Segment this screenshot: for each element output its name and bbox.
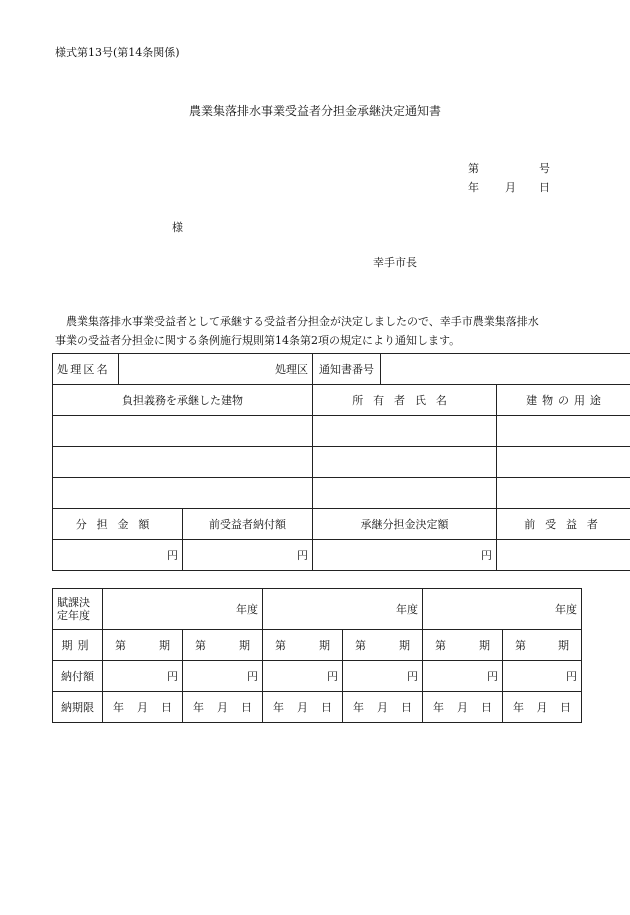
due-year: 年 — [513, 701, 524, 714]
period-suffix: 期 — [159, 639, 170, 652]
fiscal-year-cell[interactable] — [103, 589, 263, 630]
due-date-cell[interactable] — [503, 692, 582, 723]
period-label: 期別 — [53, 630, 103, 661]
yen-unit: 円 — [566, 670, 577, 683]
yen-unit: 円 — [487, 670, 498, 683]
due-month: 月 — [377, 701, 388, 714]
period-cell[interactable] — [503, 630, 582, 661]
decided-amount-cell[interactable] — [313, 540, 497, 571]
due-date-label: 納期限 — [53, 692, 103, 723]
period-suffix: 期 — [319, 639, 330, 652]
notice-number-prefix: 第 — [468, 162, 479, 175]
due-day: 日 — [241, 701, 252, 714]
period-cell[interactable] — [183, 630, 263, 661]
district-name-cell[interactable] — [119, 354, 313, 385]
due-day: 日 — [481, 701, 492, 714]
due-month: 月 — [217, 701, 228, 714]
form-number: 様式第13号(第14条関係) — [55, 46, 180, 59]
payment-amount-cell[interactable] — [423, 661, 503, 692]
fiscal-year-unit: 年度 — [236, 603, 258, 616]
notice-number-suffix: 号 — [539, 162, 550, 175]
body-line: 農業集落排水事業受益者として承継する受益者分担金が決定しましたので、幸手市農業集落排水 — [55, 315, 539, 328]
yen-unit: 円 — [247, 670, 258, 683]
fiscal-year-unit: 年度 — [555, 603, 577, 616]
share-amount-header: 分担金額 — [53, 509, 183, 540]
document-title: 農業集落排水事業受益者分担金承継決定通知書 — [188, 104, 441, 118]
payment-amount-cell[interactable] — [263, 661, 343, 692]
payment-amount-cell[interactable] — [343, 661, 423, 692]
yen-unit: 円 — [167, 549, 178, 562]
period-prefix: 第 — [355, 639, 366, 652]
due-year: 年 — [273, 701, 284, 714]
assessment-year-label: 賦課決定年度 — [53, 589, 103, 630]
fiscal-year-unit: 年度 — [396, 603, 418, 616]
usage-cell[interactable] — [497, 447, 630, 478]
due-day: 日 — [321, 701, 332, 714]
period-suffix: 期 — [558, 639, 569, 652]
due-date-cell[interactable] — [183, 692, 263, 723]
period-suffix: 期 — [479, 639, 490, 652]
period-cell[interactable] — [423, 630, 503, 661]
table-row — [53, 478, 630, 509]
owner-header: 所有者氏名 — [313, 385, 497, 416]
due-day: 日 — [401, 701, 412, 714]
period-suffix: 期 — [399, 639, 410, 652]
due-month: 月 — [536, 701, 548, 714]
date-year-label: 年 — [468, 181, 479, 194]
yen-unit: 円 — [481, 549, 492, 562]
yen-unit: 円 — [327, 670, 338, 683]
due-date-cell[interactable] — [263, 692, 343, 723]
prev-beneficiary-cell[interactable] — [497, 540, 630, 571]
notice-number-label: 通知書番号 — [313, 354, 381, 385]
yen-unit: 円 — [407, 670, 418, 683]
period-prefix: 第 — [195, 639, 206, 652]
owner-cell[interactable] — [313, 447, 497, 478]
district-name-label: 処理区名 — [53, 354, 119, 385]
period-prefix: 第 — [115, 639, 126, 652]
period-cell[interactable] — [103, 630, 183, 661]
body-line: 事業の受益者分担金に関する条例施行規則第14条第2項の規定により通知します。 — [55, 334, 461, 347]
building-header: 負担義務を承継した建物 — [53, 385, 313, 416]
notice-number-cell[interactable] — [381, 354, 630, 385]
due-date-cell[interactable] — [423, 692, 503, 723]
notice-body — [55, 312, 583, 350]
yen-unit: 円 — [167, 670, 178, 683]
building-cell[interactable] — [53, 478, 313, 509]
decided-amount-header: 承継分担金決定額 — [313, 509, 497, 540]
yen-unit: 円 — [297, 549, 308, 562]
district-suffix: 処理区 — [275, 363, 308, 376]
building-cell[interactable] — [53, 447, 313, 478]
owner-cell[interactable] — [313, 478, 497, 509]
due-day: 日 — [161, 701, 172, 714]
table-row — [53, 416, 630, 447]
payment-schedule-table — [52, 588, 582, 723]
due-month: 月 — [297, 701, 308, 714]
payment-amount-label: 納付額 — [53, 661, 103, 692]
due-year: 年 — [193, 701, 204, 714]
usage-cell[interactable] — [497, 478, 630, 509]
prev-beneficiary-header: 前受益者 — [497, 509, 630, 540]
payment-amount-cell[interactable] — [103, 661, 183, 692]
prev-paid-cell[interactable] — [183, 540, 313, 571]
due-day: 日 — [560, 701, 571, 714]
table-row — [53, 447, 630, 478]
fiscal-year-cell[interactable] — [423, 589, 582, 630]
payment-amount-cell[interactable] — [503, 661, 582, 692]
addressee-honorific: 様 — [172, 221, 183, 234]
due-date-cell[interactable] — [343, 692, 423, 723]
payment-amount-cell[interactable] — [183, 661, 263, 692]
due-year: 年 — [353, 701, 364, 714]
date-month-label: 月 — [505, 181, 516, 194]
share-amount-cell[interactable] — [53, 540, 183, 571]
due-year: 年 — [113, 701, 124, 714]
fiscal-year-cell[interactable] — [263, 589, 423, 630]
date-day-label: 日 — [539, 181, 550, 194]
issuer-name: 幸手市長 — [373, 256, 417, 269]
due-date-cell[interactable] — [103, 692, 183, 723]
due-year: 年 — [433, 701, 444, 714]
period-prefix: 第 — [435, 639, 446, 652]
usage-header: 建物の用途 — [497, 385, 630, 416]
due-month: 月 — [137, 701, 148, 714]
period-suffix: 期 — [239, 639, 250, 652]
due-month: 月 — [457, 701, 468, 714]
building-info-table — [52, 353, 630, 571]
period-prefix: 第 — [515, 639, 526, 652]
period-cell[interactable] — [263, 630, 343, 661]
owner-cell[interactable] — [313, 416, 497, 447]
prev-paid-header: 前受益者納付額 — [183, 509, 313, 540]
usage-cell[interactable] — [497, 416, 630, 447]
period-prefix: 第 — [275, 639, 286, 652]
period-cell[interactable] — [343, 630, 423, 661]
building-cell[interactable] — [53, 416, 313, 447]
